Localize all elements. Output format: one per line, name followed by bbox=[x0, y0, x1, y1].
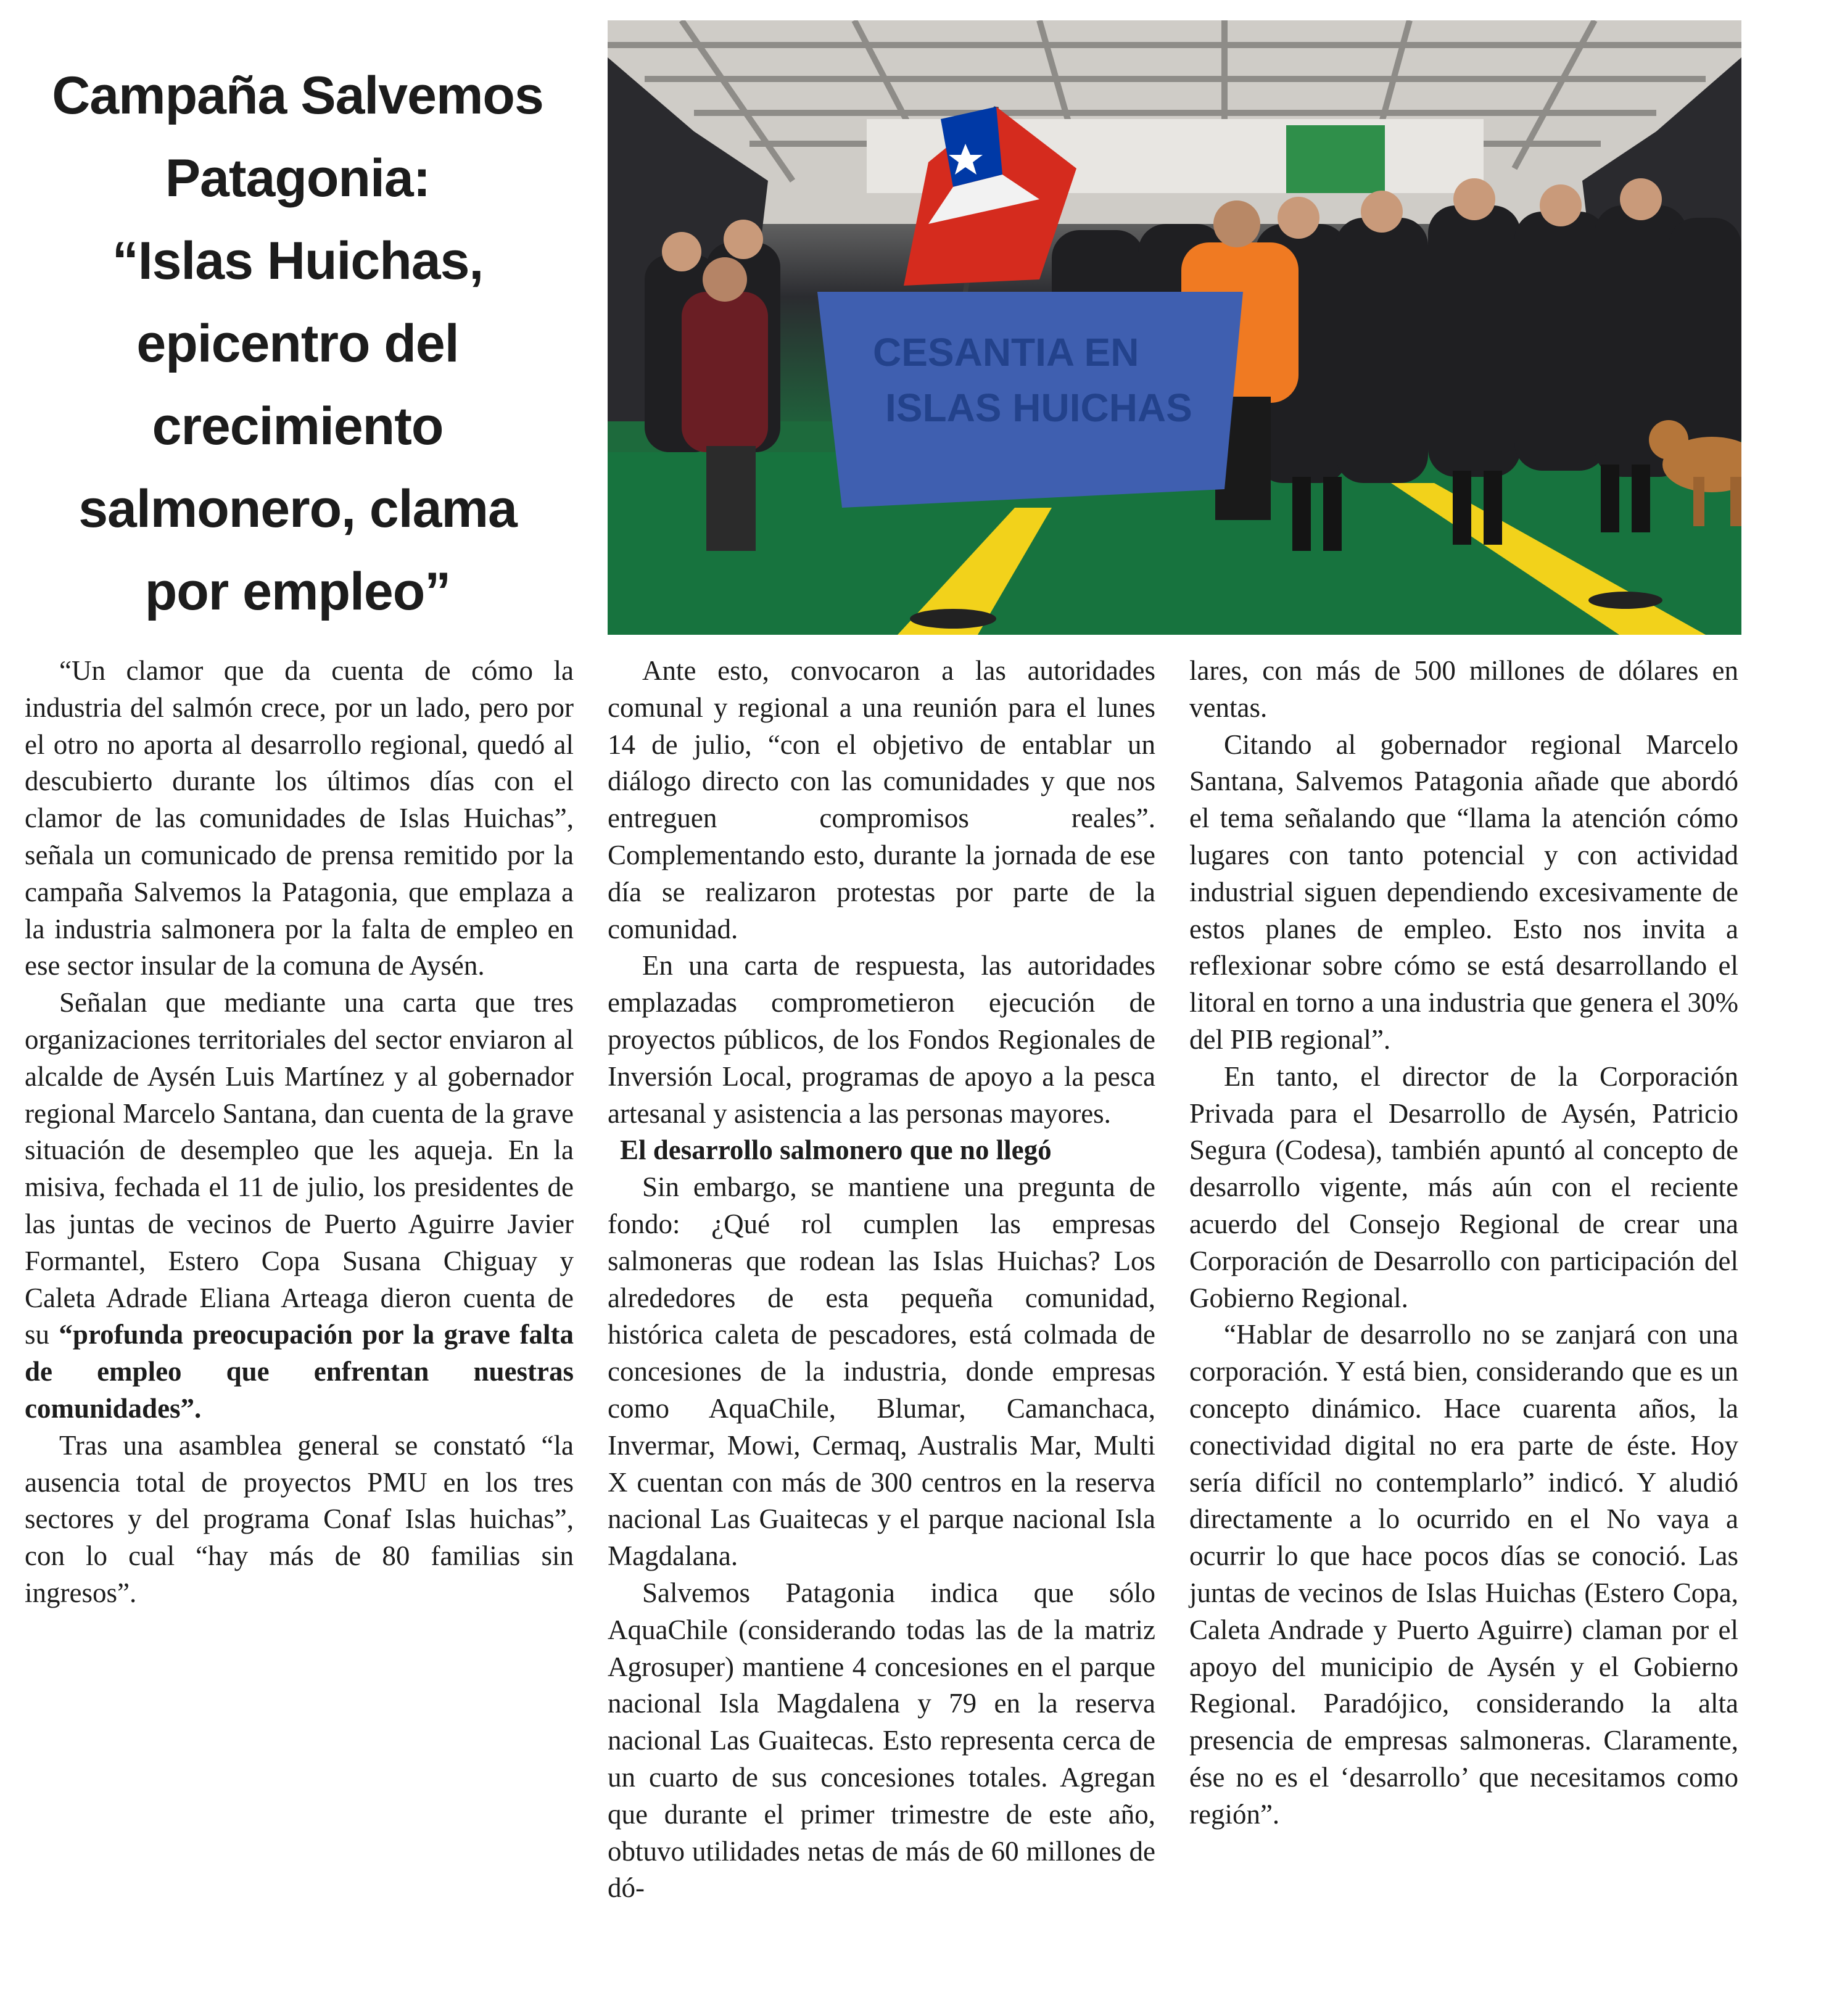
article-column-1 bbox=[25, 653, 574, 1612]
paragraph-text: Señalan que mediante una carta que tres organizaciones territoriales del sector enviaron al alcalde de Aysén Luis Martínez y al gobernador regional Marcelo Santana, dan cuenta de la grave situación de desempleo que les aqueja. En la misiva, fechada el 11 de julio, los presidentes de las juntas de vecinos de Puerto Aguirre Javier Formantel, Estero Copa Susana Chiguay y Caleta Adrade Eliana Arteaga dieron cuenta de su bbox=[25, 987, 574, 1350]
paragraph: lares, con más de 500 millones de dólares en ventas. bbox=[1189, 655, 1738, 723]
headline-line: “Islas Huichas, bbox=[112, 231, 484, 291]
paragraph: Citando al gobernador regional Marcelo Santana, Salvemos Patagonia añade que abordó el tema señalando que “llama la atención cómo lugares con tanto potencial y con actividad industrial siguen dependiendo excesivamente de estos planes de empleo. Esto nos invita a reflexionar sobre cómo se está desarrollando el litoral en torno a una industria que genera el 30% del PIB regional”. bbox=[1189, 729, 1738, 1055]
paragraph bbox=[25, 985, 574, 1427]
section-subheading: El desarrollo salmonero que no llegó bbox=[620, 1134, 1052, 1166]
headline-line: Campaña Salvemos bbox=[52, 65, 543, 125]
banner-text-2: ISLAS HUICHAS bbox=[885, 386, 1192, 430]
paragraph: En una carta de respuesta, las autoridades emplazadas comprometieron ejecución de proyectos públicos, de los Fondos Regionales de Inversión Local, programas de apoyo a la pesca artesanal y asistencia a las personas mayores. bbox=[608, 950, 1155, 1129]
headline bbox=[19, 54, 577, 633]
headline-line: salmonero, clama bbox=[78, 479, 517, 539]
headline-line: por empleo” bbox=[144, 561, 451, 621]
paragraph: “Hablar de desarrollo no se zanjará con una corporación. Y está bien, considerando que es un concepto dinámico. Hace cuarenta años, la conectividad digital no era parte de éste. Hoy sería difícil no contemplarlo” indicó. Y aludió directamente a lo ocurrido en el No vaya a ocurrir lo que hace pocos días se conoció. Las juntas de vecinos de Islas Huichas (Estero Copa, Caleta Andrade y Puerto Aguirre) claman por el apoyo del municipio de Aysén y el Gobierno Regional. Paradójico, considerando la alta presencia de empresas salmoneras. Claramente, ése no es el ‘desarrollo’ que necesitamos como región”. bbox=[1189, 1319, 1738, 1830]
paragraph: En tanto, el director de la Corporación Privada para el Desarrollo de Aysén, Patricio Segura (Codesa), también apuntó al concepto de desarrollo vigente, más aún con el reciente acuerdo del Consejo Regional de crear una Corporación de Desarrollo con participación del Gobierno Regional. bbox=[1189, 1060, 1738, 1313]
headline-line: Patagonia: bbox=[165, 148, 431, 208]
paragraph: “Un clamor que da cuenta de cómo la industria del salmón crece, por un lado, pero por el otro no aporta al desarrollo regional, quedó al descubierto durante los últimos días con el clamor de las comunidades de Islas Huichas”, señala un comunicado de prensa remitido por la campaña Salvemos la Patagonia, que emplaza a la industria salmonera por la falta de empleo en ese sector insular de la comuna de Aysén. bbox=[25, 655, 574, 981]
paragraph: Tras una asamblea general se constató “la ausencia total de proyectos PMU en los tres sectores y del programa Conaf Islas huichas”, con lo cual “hay más de 80 familias sin ingresos”. bbox=[25, 1429, 574, 1608]
article-column-3 bbox=[1189, 653, 1738, 1833]
protest-photo bbox=[608, 20, 1741, 635]
banner-text-1: CESANTIA EN bbox=[873, 330, 1139, 374]
paragraph: Salvemos Patagonia indica que sólo AquaChile (considerando todas las de la matriz Agrosuper) mantiene 4 concesiones en el parque nacional Isla Magdalena y 79 en la reserva nacional Las Guaitecas. Esto representa cerca de un cuarto de sus concesiones totales. Agregan que durante el primer trimestre de este año, obtuvo utilidades netas de más de 60 millones de dó- bbox=[608, 1577, 1155, 1904]
headline-line: crecimiento bbox=[152, 396, 444, 456]
paragraph: Ante esto, convocaron a las autoridades comunal y regional a una reunión para el lunes 14 de julio, “con el objetivo de entablar un diálogo directo con las comunidades y que nos entreguen compromisos reales”. Complementando esto, durante la jornada de ese día se realizaron protestas por parte de la comunidad. bbox=[608, 655, 1155, 944]
paragraph: Sin embargo, se mantiene una pregunta de fondo: ¿Qué rol cumplen las empresas salmoneras que rodean las Islas Huichas? Los alrededores de esta pequeña comunidad, histórica caleta de pescadores, está colmada de concesiones de la industria, donde empresas como AquaChile, Blumar, Camanchaca, Invermar, Mowi, Cermaq, Australis Mar, Multi X cuentan con más de 300 centros en la reserva nacional Las Guaitecas y el parque nacional Isla Magdalana. bbox=[608, 1171, 1155, 1572]
headline-line: epicentro del bbox=[136, 313, 459, 373]
protest-photo-illustration bbox=[608, 20, 1741, 635]
bold-quote: “profunda preocupación por la grave falta de empleo que enfrentan nuestras comunidades”. bbox=[25, 1319, 574, 1424]
article-column-2 bbox=[608, 653, 1155, 1907]
